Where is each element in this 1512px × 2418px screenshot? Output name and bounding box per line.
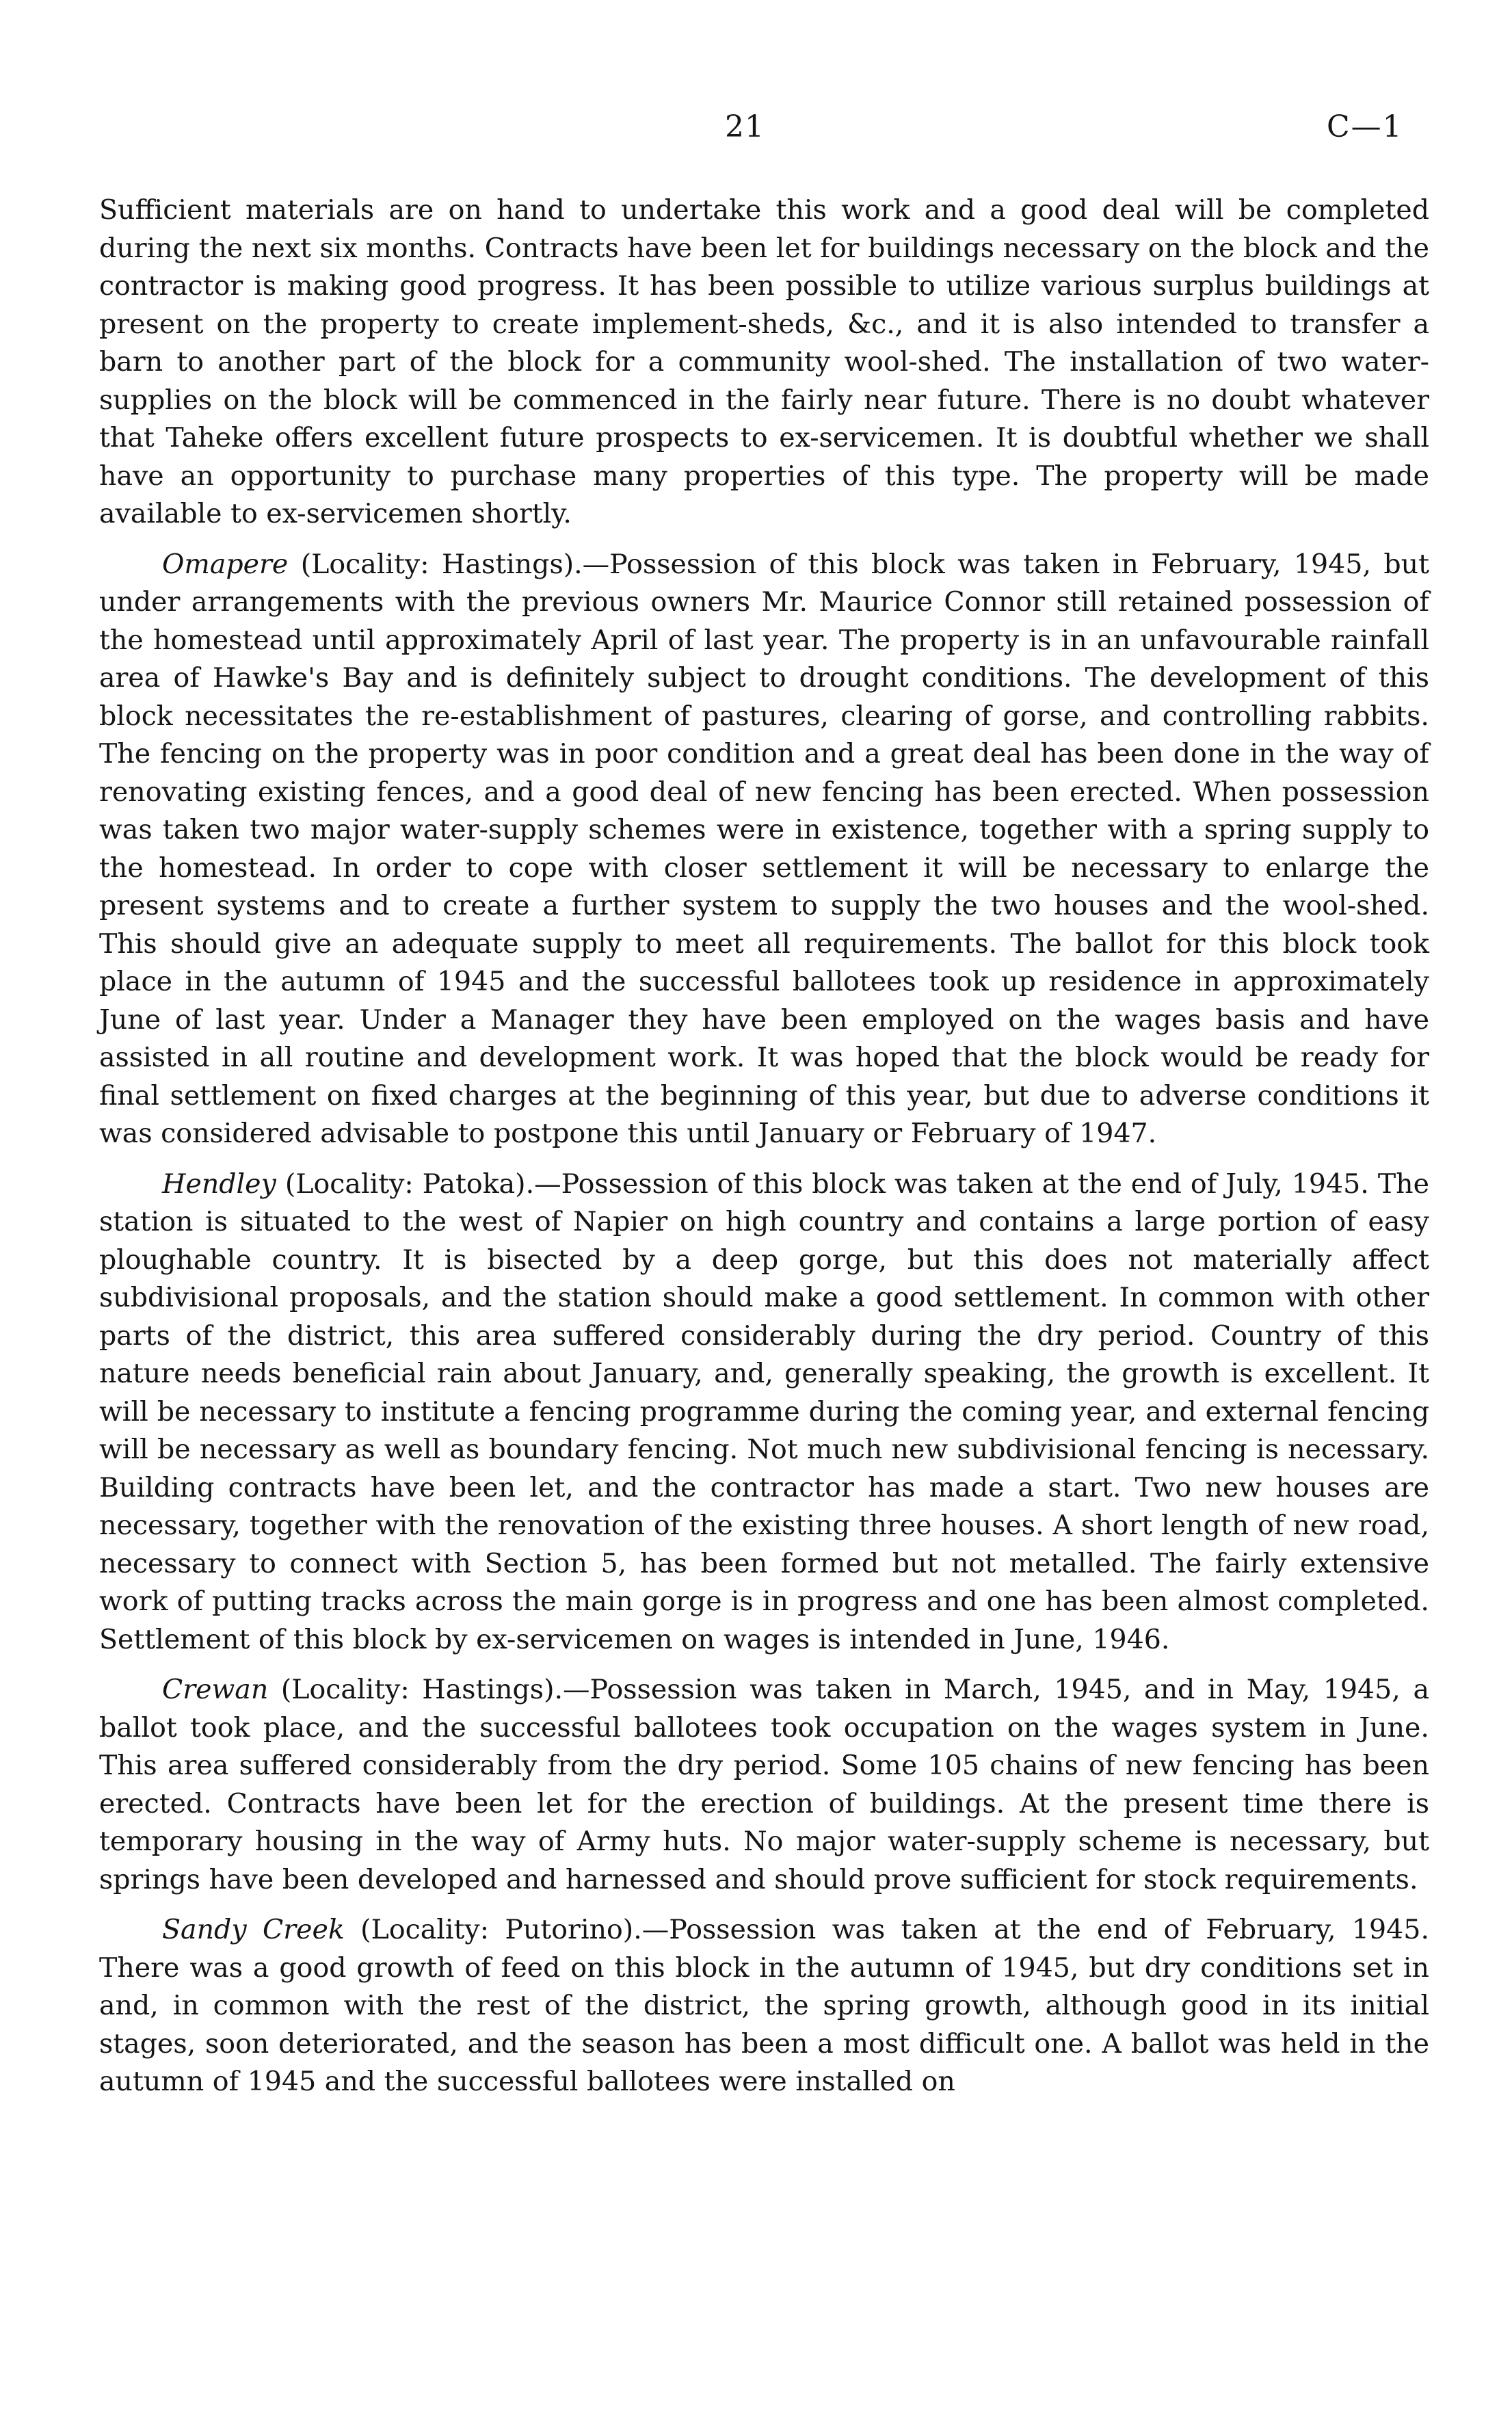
- block-name-omapere: Omapere: [162, 548, 289, 580]
- paragraph-hendley: [99, 1166, 1429, 1659]
- paragraph-text: (Locality: Putorino).—Possession was taken at the end of February, 1945. There was a good growth of feed on this block in the autumn of 1945, but dry conditions set in and, in common with the rest of the district, the spring growth, although good in its initial stages, soon deteriorated, and the season has been a most difficult one. A ballot was held in the autumn of 1945 and the successful ballotees were installed on: [99, 1914, 1429, 2097]
- page-header: [0, 109, 1512, 157]
- paragraph-crewan: [99, 1671, 1429, 1899]
- paragraph-text: (Locality: Hastings).—Possession of this block was taken in February, 1945, but under arrangements with the previous owners Mr. Maurice Connor still retained possession of the homestead until approximately April of last year. The property is in an unfavourable rainfall area of Hawke's Bay and is definitely subject to drought conditions. The development of this block necessitates the re-establishment of pastures, clearing of gorse, and controlling rabbits. The fencing on the property was in poor condition and a great deal has been done in the way of renovating existing fences, and a good deal of new fencing has been erected. When possession was taken two major water-supply schemes were in existence, together with a spring supply to the homestead. In order to cope with closer settlement it will be necessary to enlarge the present systems and to create a further system to supply the two houses and the wool-shed. This should give an adequate supply to meet all requirements. The ballot for this block took place in the autumn of 1945 and the successful ballotees took up residence in approximately June of last year. Under a Manager they have been employed on the wages basis and have assisted in all routine and development work. It was hoped that the block would be ready for final settlement on fixed charges at the beginning of this year, but due to adverse conditions it was considered advisable to postpone this until January or February of 1947.: [99, 548, 1429, 1149]
- block-name-crewan: Crewan: [162, 1674, 269, 1705]
- document-code: C—1: [1327, 109, 1403, 144]
- paragraph-text: (Locality: Patoka).—Possession of this block was taken at the end of July, 1945. The station is situated to the west of Napier on high country and contains a large portion of easy ploughable country. It is bisected by a deep gorge, but this does not materially affect subdivisional proposals, and the station should make a good settlement. In common with other parts of the district, this area suffered considerably during the dry period. Country of this nature needs beneficial rain about January, and, generally speaking, the growth is excellent. It will be necessary to institute a fencing programme during the coming year, and external fencing will be necessary as well as boundary fencing. Not much new subdivisional fencing is necessary. Building contracts have been let, and the contractor has made a start. Two new houses are necessary, together with the renovation of the existing three houses. A short length of new road, necessary to connect with Section 5, has been formed but not metalled. The fairly extensive work of putting tracks across the main gorge is in progress and one has been almost completed. Settlement of this block by ex-servicemen on wages is intended in June, 1946.: [99, 1168, 1429, 1655]
- paragraph-text: (Locality: Hastings).—Possession was taken in March, 1945, and in May, 1945, a ballot took place, and the successful ballotees took occupation on the wages system in June. This area suffered considerably from the dry period. Some 105 chains of new fencing has been erected. Contracts have been let for the erection of buildings. At the present time there is temporary housing in the way of Army huts. No major water-supply scheme is necessary, but springs have been developed and harnessed and should prove sufficient for stock requirements.: [99, 1674, 1429, 1895]
- paragraph-taheke-continued: [99, 192, 1429, 534]
- block-name-hendley: Hendley: [162, 1168, 276, 1200]
- paragraph-sandy-creek: [99, 1911, 1429, 2101]
- paragraph-omapere: [99, 546, 1429, 1153]
- block-name-sandy-creek: Sandy Creek: [162, 1914, 345, 1945]
- paragraph-text: Sufficient materials are on hand to undertake this work and a good deal will be completed during the next six months. Contracts have been let for buildings necessary on the block and the contractor is making good progress. It has been possible to utilize various surplus buildings at present on the property to create implement-sheds, &c., and it is also intended to transfer a barn to another part of the block for a community wool-shed. The installation of two water-supplies on the block will be commenced in the fairly near future. There is no doubt whatever that Taheke offers excellent future prospects to ex-servicemen. It is doubtful whether we shall have an opportunity to purchase many properties of this type. The property will be made available to ex-servicemen shortly.: [99, 194, 1429, 529]
- report-body: [99, 192, 1429, 2114]
- page-number: 21: [725, 109, 765, 144]
